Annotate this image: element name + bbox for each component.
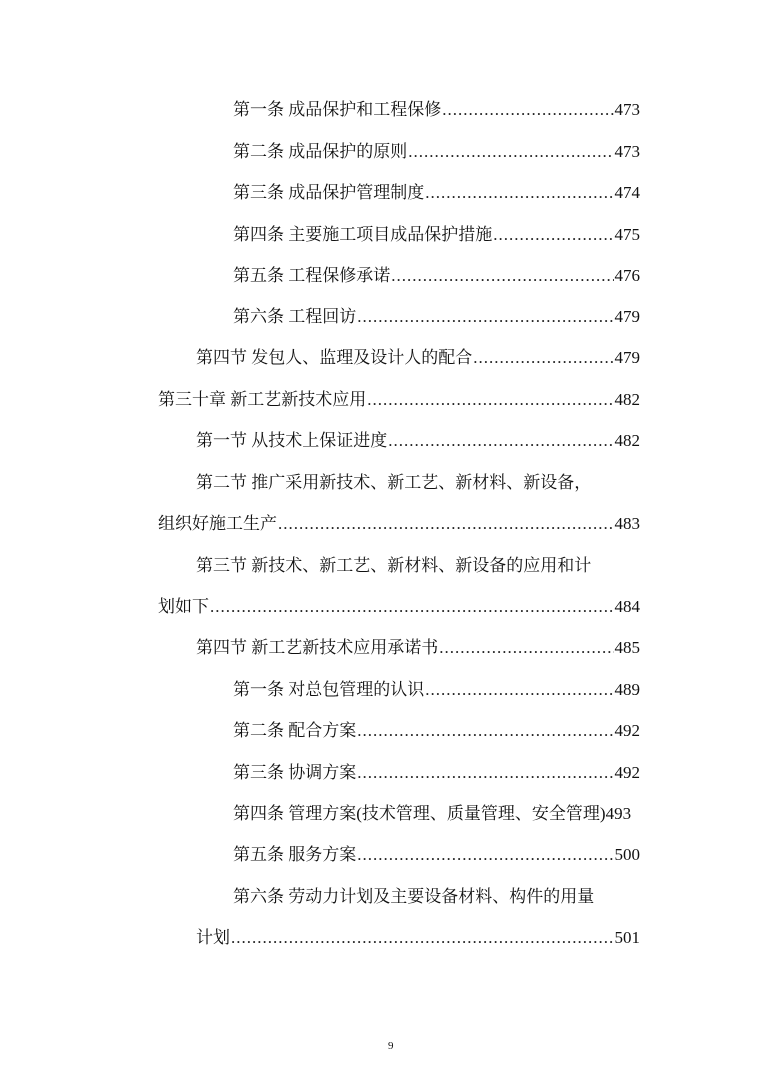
dot-leader (357, 719, 613, 743)
dot-leader (357, 843, 613, 867)
toc-entry (233, 181, 640, 205)
toc-page: 489 (614, 680, 640, 699)
toc-title: 第二条 配合方案 (233, 721, 357, 740)
dot-leader (442, 98, 613, 122)
toc-entry (233, 719, 640, 743)
toc-page: 482 (614, 431, 640, 450)
toc-title: 第一条 成品保护和工程保修 (233, 100, 442, 119)
toc-entry (233, 98, 640, 122)
dot-leader (391, 264, 613, 288)
toc-title: 第三十章 新工艺新技术应用 (158, 390, 367, 409)
page-number: 9 (388, 1040, 394, 1052)
toc-title: 第六条 工程回访 (233, 307, 357, 326)
toc-entry (233, 223, 640, 247)
toc-title: 第六条 劳动力计划及主要设备材料、构件的用量 (233, 887, 595, 906)
dot-leader (210, 595, 614, 619)
toc-entry (233, 140, 640, 164)
toc-page: 482 (614, 390, 640, 409)
toc-page: 501 (614, 928, 640, 947)
toc-entry (158, 512, 640, 536)
toc-entry (196, 636, 640, 660)
toc-title: 第一节 从技术上保证进度 (196, 431, 388, 450)
toc-page: 484 (614, 597, 640, 616)
toc-page: 479 (614, 348, 640, 367)
toc-page: 493 (605, 804, 632, 823)
toc-entry (233, 761, 640, 785)
toc-title: 第四节 新工艺新技术应用承诺书 (196, 638, 439, 657)
toc-title: 第一条 对总包管理的认识 (233, 680, 425, 699)
toc-page: 473 (614, 142, 640, 161)
dot-leader (367, 388, 613, 412)
dot-leader (357, 305, 613, 329)
toc-title: 第四条 管理方案(技术管理、质量管理、安全管理) (233, 804, 606, 823)
toc-entry (196, 926, 640, 950)
dot-leader (439, 636, 613, 660)
toc-page: 492 (614, 721, 640, 740)
toc-title: 计划 (196, 928, 230, 947)
dot-leader (278, 512, 614, 536)
toc-title: 第五条 工程保修承诺 (233, 266, 391, 285)
toc-title: 第三条 成品保护管理制度 (233, 183, 425, 202)
toc-entry (196, 429, 640, 453)
toc-page: 483 (614, 514, 640, 533)
toc-page: 476 (614, 266, 640, 285)
toc-page: 485 (614, 638, 640, 657)
toc-title: 第二节 推广采用新技术、新工艺、新材料、新设备， (196, 473, 592, 492)
toc-title: 第四条 主要施工项目成品保护措施 (233, 225, 493, 244)
toc-entry (233, 885, 594, 909)
toc-title: 第三节 新技术、新工艺、新材料、新设备的应用和计 (196, 556, 592, 575)
dot-leader (357, 761, 613, 785)
toc-entry (158, 388, 640, 412)
toc-entry (233, 305, 640, 329)
dot-leader (473, 346, 613, 370)
toc-page: 500 (614, 845, 640, 864)
dot-leader (493, 223, 613, 247)
toc-page: 474 (614, 183, 640, 202)
toc-entry (233, 678, 640, 702)
toc-title: 组织好施工生产 (158, 514, 277, 533)
dot-leader (425, 181, 613, 205)
toc-entry (196, 554, 591, 578)
toc-title: 第三条 协调方案 (233, 763, 357, 782)
toc-title: 第五条 服务方案 (233, 845, 357, 864)
toc-entry (233, 802, 631, 826)
toc-page: 492 (614, 763, 640, 782)
toc-page: 473 (614, 100, 640, 119)
toc-page: 479 (614, 307, 640, 326)
toc-entry (158, 595, 640, 619)
dot-leader (408, 140, 613, 164)
toc-title: 第四节 发包人、监理及设计人的配合 (196, 348, 473, 367)
dot-leader (425, 678, 613, 702)
toc-title: 第二条 成品保护的原则 (233, 142, 408, 161)
dot-leader (231, 926, 614, 950)
toc-page: 475 (614, 225, 640, 244)
dot-leader (388, 429, 613, 453)
toc-title: 划如下 (158, 597, 209, 616)
toc-entry (233, 843, 640, 867)
toc-entry (233, 264, 640, 288)
toc-entry (196, 346, 640, 370)
toc-entry (196, 471, 591, 495)
